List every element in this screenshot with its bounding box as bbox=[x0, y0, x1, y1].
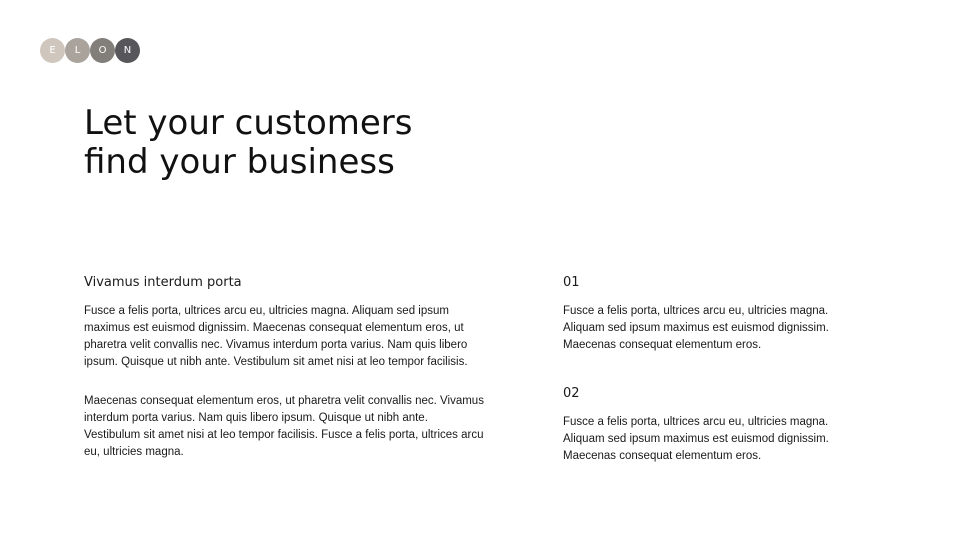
left-paragraph-2: Maecenas consequat elementum eros, ut pharetra velit convallis nec. Vivamus interdum porta varius. Nam quis libero ipsum. Quisque ut nibh ante. Vestibulum sit amet nisi at leo tempor facilisis. Fusce a felis porta, ultrices arcu eu, ultricies magna. bbox=[84, 395, 484, 458]
item-number-01: 01 bbox=[563, 275, 580, 290]
logo-letter-n: N bbox=[115, 38, 140, 63]
logo-letter-o: O bbox=[90, 38, 115, 63]
elon-logo bbox=[40, 38, 140, 63]
item-number-02: 02 bbox=[563, 386, 580, 401]
title-line-2: find your business bbox=[84, 142, 395, 182]
logo-letter-l: L bbox=[65, 38, 90, 63]
item-text-02: Fusce a felis porta, ultrices arcu eu, ultricies magna. Aliquam sed ipsum maximus est euismod dignissim. Maecenas consequat elementum eros. bbox=[563, 416, 829, 462]
left-column-heading: Vivamus interdum porta bbox=[84, 275, 242, 290]
item-text-01: Fusce a felis porta, ultrices arcu eu, ultricies magna. Aliquam sed ipsum maximus est euismod dignissim. Maecenas consequat elementum eros. bbox=[563, 305, 829, 351]
page-title bbox=[84, 104, 504, 182]
logo-letter-e: E bbox=[40, 38, 65, 63]
title-line-1: Let your customers bbox=[84, 103, 413, 143]
left-paragraph-1: Fusce a felis porta, ultrices arcu eu, ultricies magna. Aliquam sed ipsum maximus est euismod dignissim. Maecenas consequat elementum eros, ut pharetra velit convallis nec. Vivamus interdum porta varius. Nam quis libero ipsum. Quisque ut nibh ante. Vestibulum sit amet nisi at leo tempor facilisis. bbox=[84, 305, 468, 368]
